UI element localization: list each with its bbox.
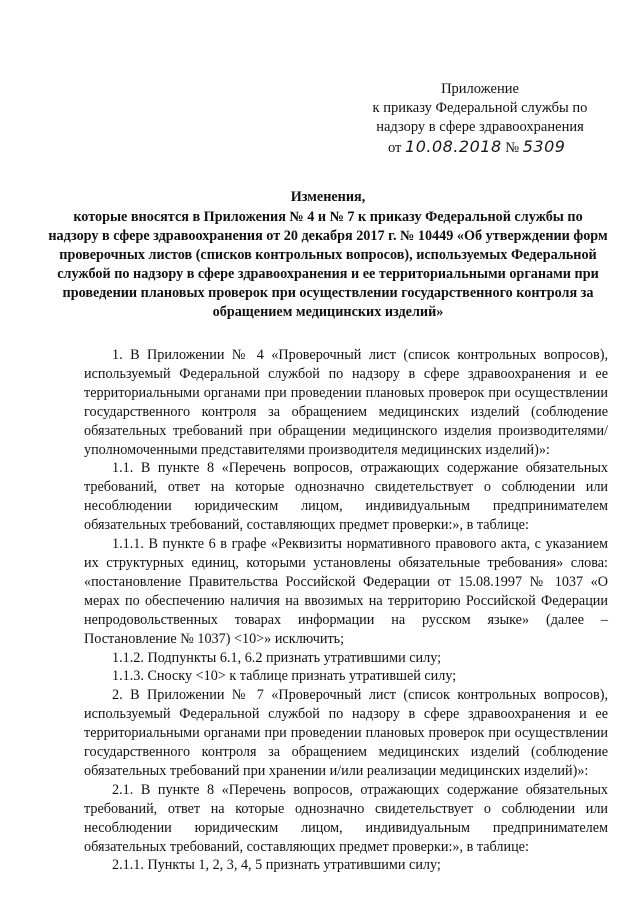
paragraph-1-1-3: 1.1.3. Сноску <10> к таблице признать утратившей силу; (112, 668, 457, 685)
appendix-header (360, 80, 600, 158)
appendix-date-line (360, 137, 600, 158)
number-label: № (505, 140, 520, 156)
paragraph-2-1-1: 2.1.1. Пункты 1, 2, 3, 4, 5 признать утратившими силу; (112, 857, 441, 874)
from-label: от (388, 140, 402, 156)
title-heading: Изменения, (290, 189, 366, 205)
appendix-service-line: надзору в сфере здравоохранения (376, 119, 584, 135)
appendix-label: Приложение (441, 81, 519, 97)
appendix-order-line: к приказу Федеральной службы по (372, 100, 588, 116)
paragraph-2-1: 2.1. В пункте 8 «Перечень вопросов, отражающих содержание обязательных требований, ответ на которые однозначно свидетельствует о соблюдении или несоблюдении юридическим лицом, индивидуальным предпринимателем обязательных требований, составляющих предмет проверки:», в таблице: (84, 781, 608, 855)
paragraph-1: 1. В Приложении № 4 «Проверочный лист (список контрольных вопросов), используемый Федеральной службой по надзору в сфере здравоохранения и ее территориальными органами при проведении плановых проверок при осуществлении государственного контроля за обращением медицинских изделий (соблюдение обязательных требований при обращении медицинского изделия производителями/уполномоченными представителями производителя медицинских изделий)»: (84, 347, 608, 458)
paragraph-1-1-1: 1.1.1. В пункте 6 в графе «Реквизиты нормативного правового акта, с указанием их структурных единиц, которыми установлены обязательные требования» слова: «постановление Правительства Российской Федерации от 15.08.1997 № 1037 «О мерах по обеспечению наличия на ввозимых на территорию Российской Федерации непродовольственных товарах информации на русском языке» (далее – Постановление № 1037) <10>» исключить; (84, 536, 608, 647)
paragraph-1-1-2: 1.1.2. Подпункты 6.1, 6.2 признать утратившими силу; (112, 649, 442, 666)
handwritten-number: 5309 (522, 137, 566, 156)
document-title (48, 188, 608, 322)
title-subtitle: которые вносятся в Приложения № 4 и № 7 к приказу Федеральной службы по надзору в сфере здравоохранения от 20 декабря 2017 г. № 10449 «Об утверждении форм проверочных листов (списков контрольных вопросов), используемых Федеральной службой по надзору в сфере здравоохранения и ее территориальными органами при проведении плановых проверок при осуществлении государственного контроля за обращением медицинских изделий» (48, 209, 608, 320)
document-body (84, 346, 608, 875)
paragraph-2: 2. В Приложении № 7 «Проверочный лист (список контрольных вопросов), используемый Федеральной службой по надзору в сфере здравоохранения и ее территориальными органами при проведении плановых проверок при осуществлении государственного контроля за обращением медицинских изделий (соблюдение обязательных требований при хранении и/или реализации медицинских изделий)»: (84, 687, 608, 779)
handwritten-date: 10.08.2018 (405, 137, 502, 156)
paragraph-1-1: 1.1. В пункте 8 «Перечень вопросов, отражающих содержание обязательных требований, ответ на которые однозначно свидетельствует о соблюдении или несоблюдении юридическим лицом, индивидуальным предпринимателем обязательных требований, составляющих предмет проверки:», в таблице: (84, 460, 608, 534)
